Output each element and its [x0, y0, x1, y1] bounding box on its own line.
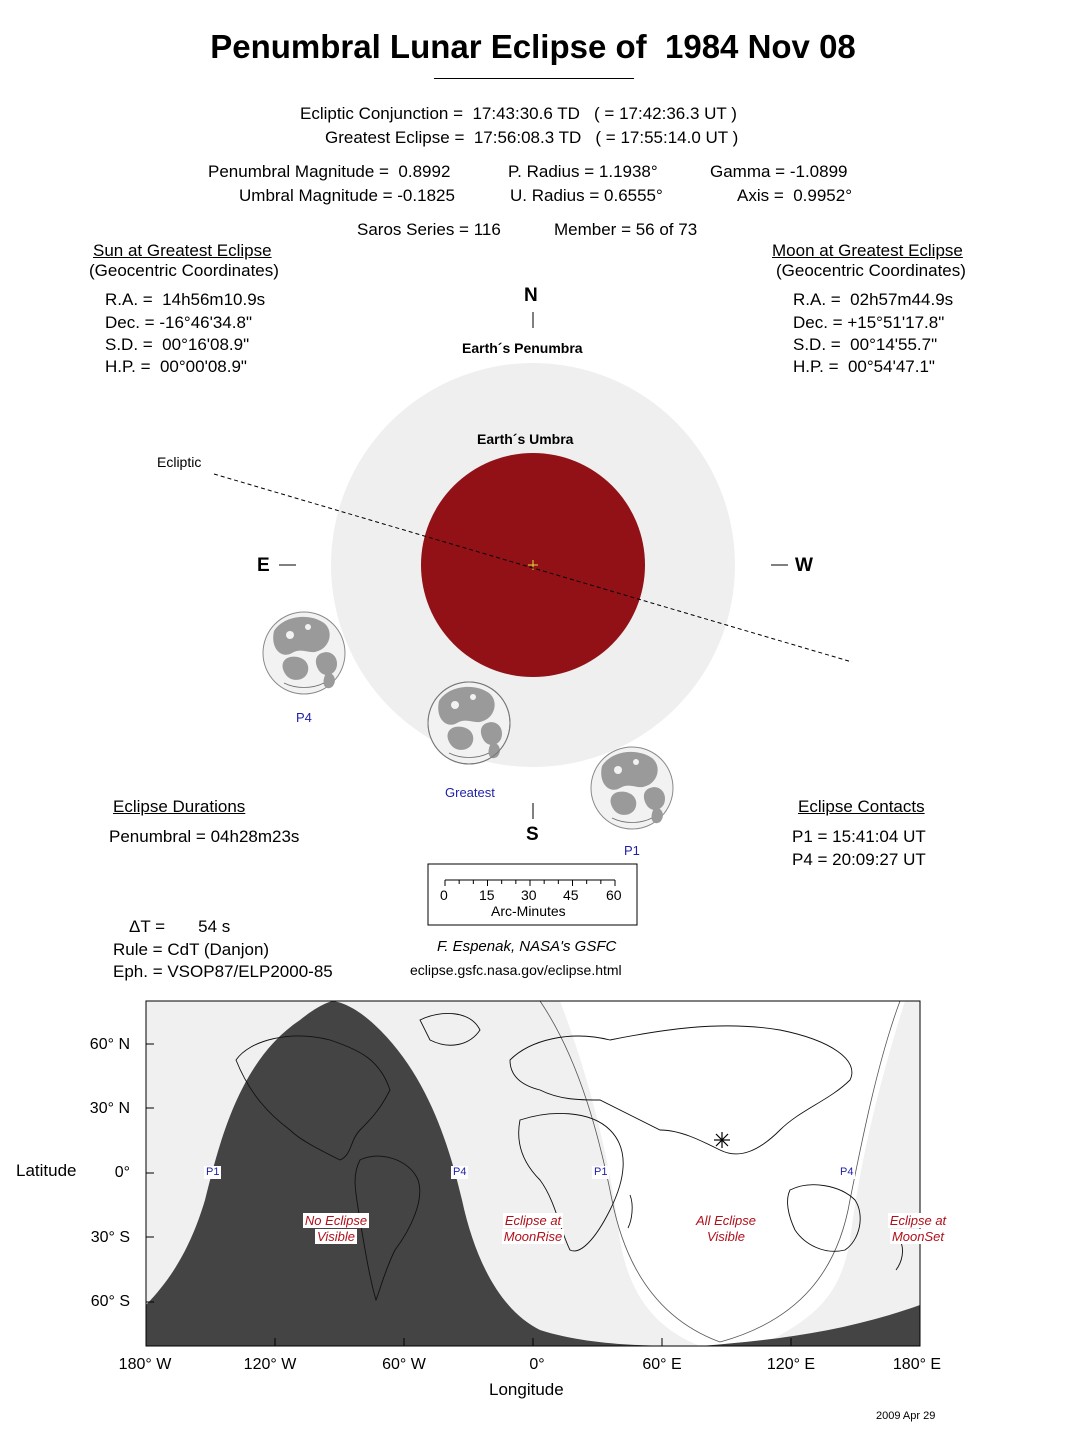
moon-subheading: (Geocentric Coordinates): [776, 261, 966, 280]
all-visible-region: All Eclipse Visible: [696, 1213, 756, 1244]
conjunction-time: Ecliptic Conjunction = 17:43:30.6 TD ( = 17:42:36.3 UT ): [300, 104, 737, 123]
lat-tick-label: 30° S: [90, 1229, 130, 1246]
lon-tick-label: 0°: [529, 1356, 545, 1373]
ecliptic-label: Ecliptic: [157, 454, 202, 470]
sun-ra: R.A. = 14h56m10.9s: [105, 290, 266, 309]
delta-t: ΔT = 54 s: [129, 917, 231, 936]
saros-member: Member = 56 of 73: [554, 220, 698, 239]
gamma-value: Gamma = -1.0899: [710, 162, 848, 181]
map-contact-tag: P1: [206, 1166, 220, 1178]
scale-unit-label: Arc-Minutes: [491, 903, 566, 919]
penumbra-radius: P. Radius = 1.1938°: [508, 162, 658, 181]
moon-p4-label: P4: [296, 710, 312, 725]
saros-series: Saros Series = 116: [357, 220, 501, 239]
durations-heading: Eclipse Durations: [113, 797, 246, 816]
no-eclipse-region: No Eclipse Visible: [304, 1213, 368, 1244]
umbral-magnitude: Umbral Magnitude = -0.1825: [239, 186, 455, 205]
west-label: W: [795, 555, 813, 576]
page-title: Penumbral Lunar Eclipse of 1984 Nov 08: [210, 28, 856, 65]
lat-tick-label: 60° N: [89, 1036, 130, 1053]
penumbral-duration: Penumbral = 04h28m23s: [109, 827, 300, 846]
moon-ra: R.A. = 02h57m44.9s: [793, 290, 954, 309]
east-label: E: [257, 555, 270, 576]
longitude-axis-label: Longitude: [489, 1380, 564, 1399]
moon-heading: Moon at Greatest Eclipse: [772, 241, 963, 260]
lon-tick-label: 60° E: [642, 1356, 682, 1373]
lon-tick-label: 180° E: [892, 1356, 942, 1373]
rule-value: Rule = CdT (Danjon): [113, 940, 270, 959]
moonset-region: Eclipse at MoonSet: [889, 1213, 947, 1244]
lon-tick-label: 180° W: [118, 1356, 172, 1373]
source-url: eclipse.gsfc.nasa.gov/eclipse.html: [410, 962, 622, 978]
scale-tick-label: 0: [440, 887, 448, 903]
sun-hp: H.P. = 00°00'08.9": [105, 357, 247, 376]
map-contact-tag: P4: [453, 1166, 467, 1178]
penumbral-magnitude: Penumbral Magnitude = 0.8992: [208, 162, 451, 181]
sun-heading: Sun at Greatest Eclipse: [93, 241, 272, 260]
moon-p1-label: P1: [624, 843, 640, 858]
scale-tick-label: 60: [606, 887, 622, 903]
moon-greatest-label: Greatest: [445, 785, 495, 800]
umbra-label: Earth´s Umbra: [477, 431, 574, 447]
scale-tick-label: 15: [479, 887, 495, 903]
map-contact-tag: P4: [840, 1166, 854, 1178]
south-label: S: [526, 824, 539, 845]
ephemeris-value: Eph. = VSOP87/ELP2000-85: [113, 962, 333, 981]
scale-tick-label: 45: [563, 887, 579, 903]
lon-tick-label: 120° E: [766, 1356, 816, 1373]
sun-subheading: (Geocentric Coordinates): [89, 261, 279, 280]
moon-dec: Dec. = +15°51'17.8": [793, 313, 945, 332]
moon-sd: S.D. = 00°14'55.7": [793, 335, 938, 354]
north-label: N: [524, 285, 538, 306]
sun-sd: S.D. = 00°16'08.9": [105, 335, 250, 354]
greatest-eclipse-time: Greatest Eclipse = 17:56:08.3 TD ( = 17:55:14.0 UT ): [325, 128, 739, 147]
lon-tick-label: 120° W: [243, 1356, 297, 1373]
map-contact-tag: P1: [594, 1166, 608, 1178]
umbra-radius: U. Radius = 0.6555°: [510, 186, 663, 205]
axis-value: Axis = 0.9952°: [737, 186, 853, 205]
subsolar-point-icon: [714, 1132, 730, 1148]
moonrise-region: Eclipse at MoonRise: [503, 1213, 563, 1244]
scale-tick-label: 30: [521, 887, 537, 903]
latitude-axis-label: Latitude: [16, 1161, 77, 1180]
lat-tick-label: 60° S: [90, 1293, 130, 1310]
contact-p4: P4 = 20:09:27 UT: [792, 850, 926, 869]
generation-date: 2009 Apr 29: [876, 1410, 936, 1422]
sun-dec: Dec. = -16°46'34.8": [105, 313, 252, 332]
contacts-heading: Eclipse Contacts: [798, 797, 925, 816]
moon-hp: H.P. = 00°54'47.1": [793, 357, 935, 376]
penumbra-label: Earth´s Penumbra: [462, 340, 583, 356]
lat-tick-label: 0°: [114, 1164, 130, 1181]
lon-tick-label: 60° W: [382, 1356, 426, 1373]
contact-p1: P1 = 15:41:04 UT: [792, 827, 926, 846]
credit-text: F. Espenak, NASA's GSFC: [437, 938, 617, 955]
lat-tick-label: 30° N: [89, 1100, 130, 1117]
